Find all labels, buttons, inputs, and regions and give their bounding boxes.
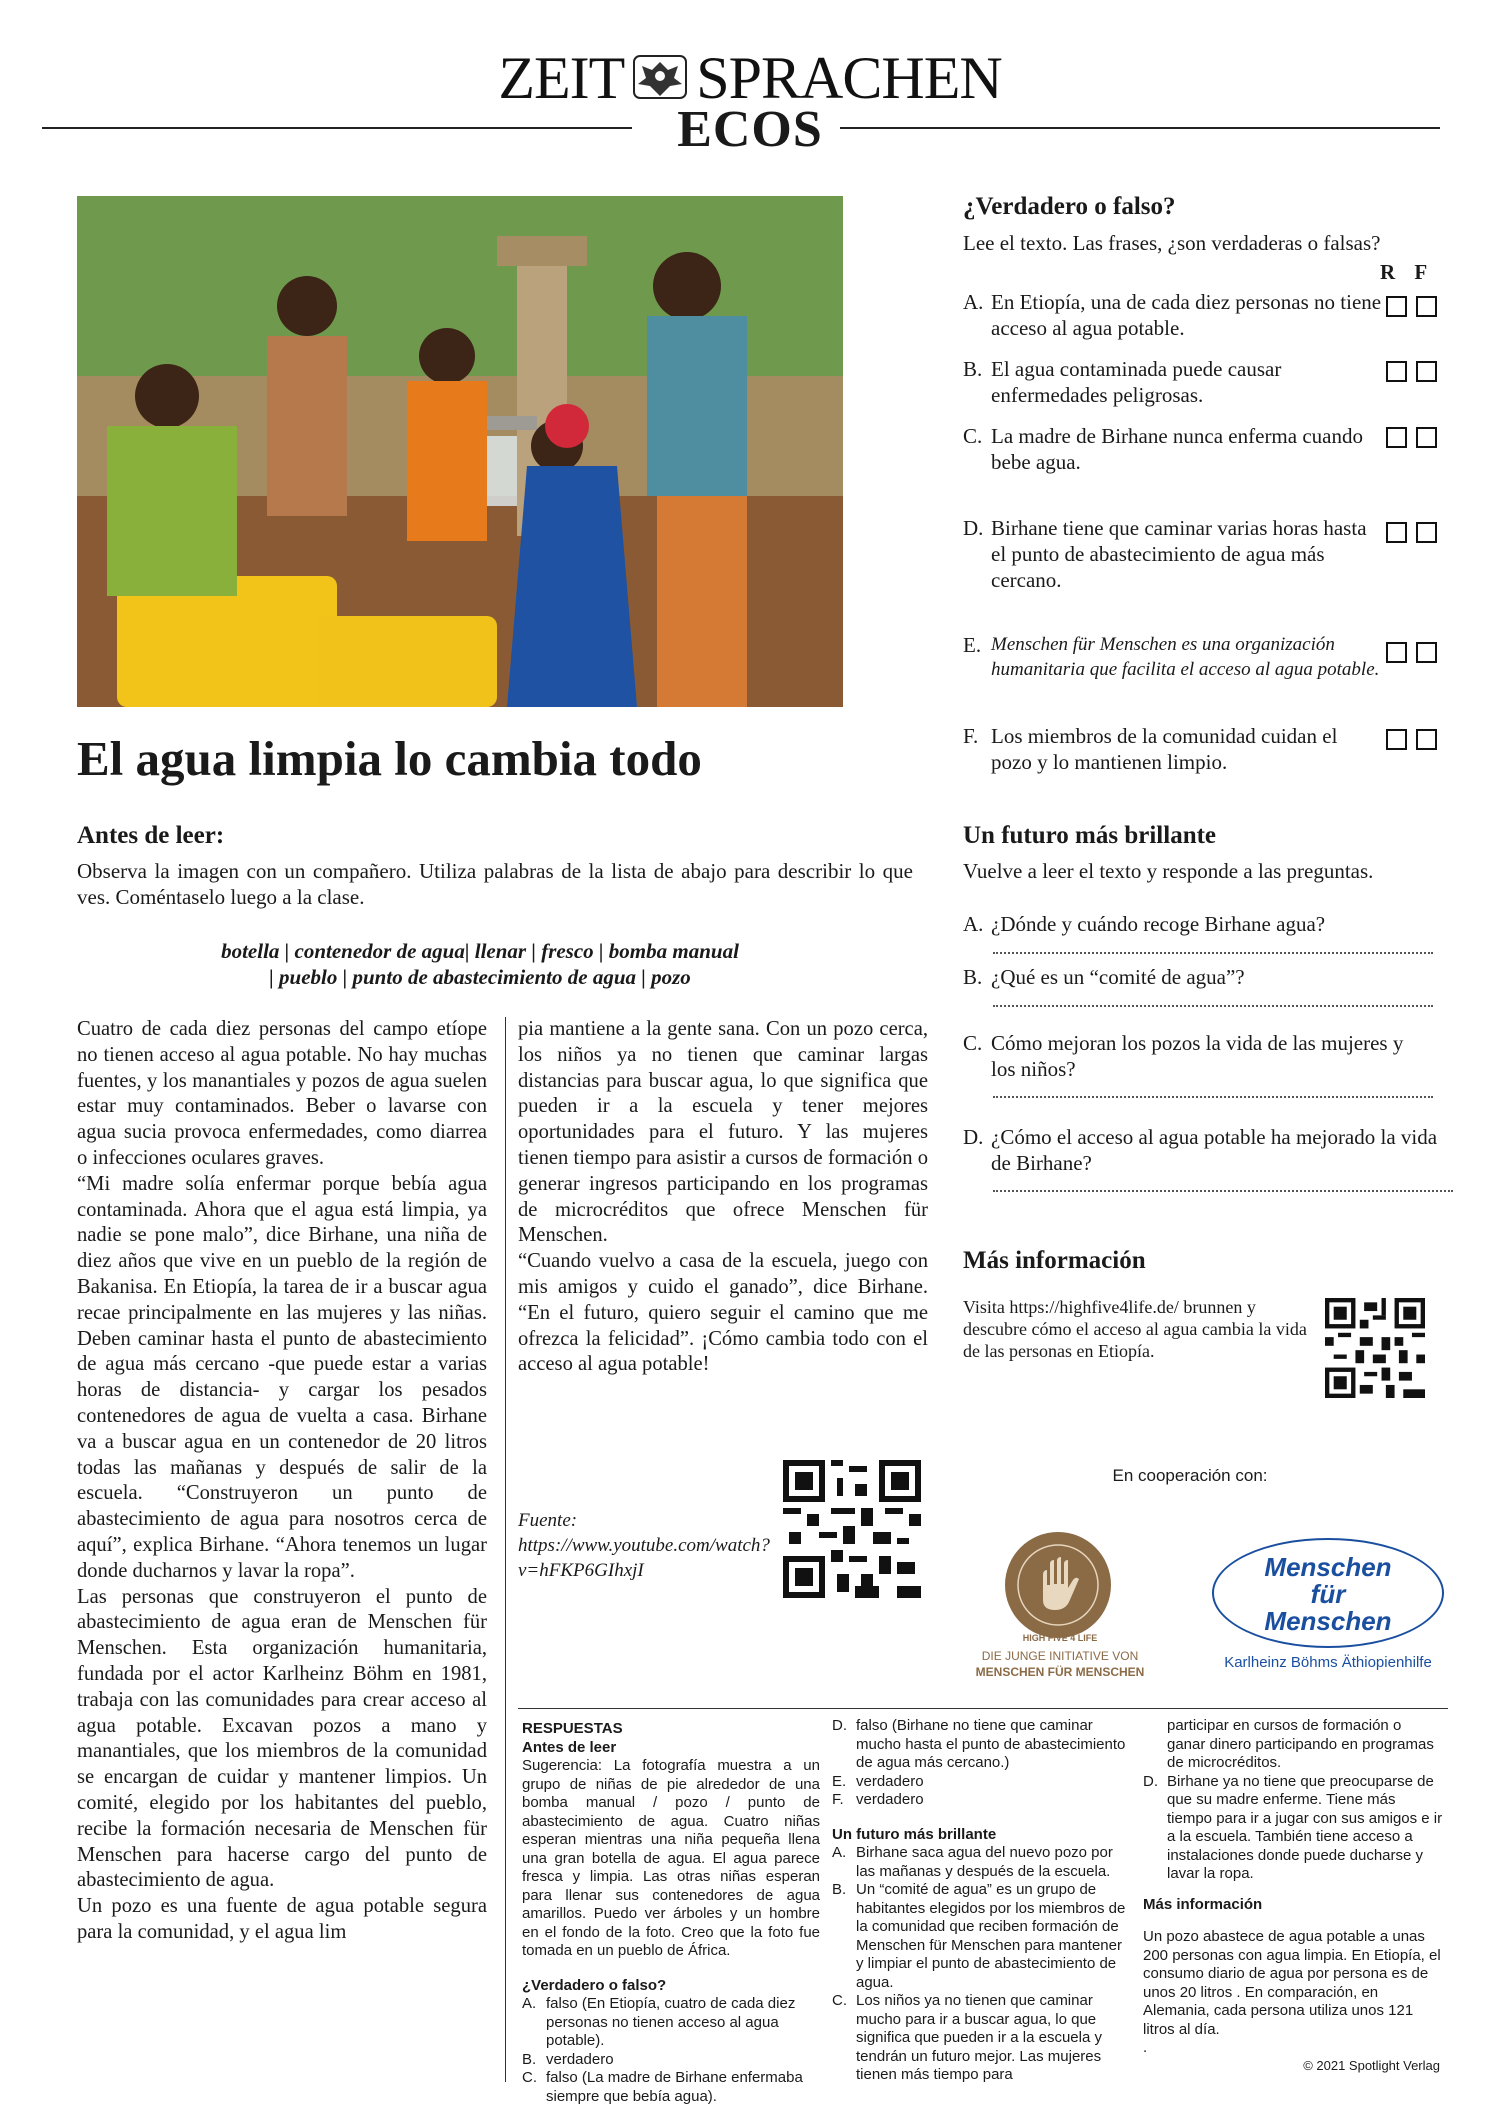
qr-code-highfive-icon bbox=[1325, 1298, 1425, 1398]
eagle-crest-icon bbox=[630, 52, 690, 102]
tf-e-checkboxes bbox=[1386, 642, 1446, 666]
cooperation-label: En cooperación con: bbox=[1112, 1466, 1268, 1485]
answers-info-dot: . bbox=[1143, 2039, 1148, 2056]
future-question-a: A. ¿Dónde y cuándo recoge Birhane agua? bbox=[963, 912, 1326, 936]
copyright: © 2021 Spotlight Verlag bbox=[1303, 2058, 1440, 2073]
mfm-logo-line1: Menschen bbox=[1264, 1552, 1392, 1582]
mfm-logo-line2: für bbox=[1310, 1579, 1346, 1609]
before-reading-section bbox=[77, 822, 224, 850]
future-question-d: D. ¿Cómo el acceso al agua potable ha mejorado la vida de Birhane? bbox=[963, 1125, 1438, 1175]
mfm-logo-line3: Menschen bbox=[1264, 1606, 1392, 1636]
tf-f-false-checkbox[interactable] bbox=[1416, 729, 1437, 750]
answers-before-text: Sugerencia: La fotografía muestra a un grupo de niñas de pie alrededor de una bomba manual / pozo / punto de abastecimiento de agua. Cuatro niñas esperan mientras una niña pequeña llena una gran botella de agua. El agua parece fresca y limpia. Las otras niñas esperan para llenar sus contenedores de agua amarillos. Puedo ver árboles y un hombre en el fondo de la foto. Creo que la foto fue tomada en un pueblo de África. bbox=[522, 1757, 820, 1959]
answer-line-d[interactable] bbox=[993, 1190, 1453, 1192]
tf-c-true-checkbox[interactable] bbox=[1386, 427, 1407, 448]
tf-c-checkboxes bbox=[1386, 427, 1446, 451]
tf-a-true-checkbox[interactable] bbox=[1386, 296, 1407, 317]
answer-future-c: C. Los niños ya no tienen que caminar mucho para ir a buscar agua, lo que significa que pueden ir a la escuela y tendrán un futuro mejor. Las mujeres tienen más tiempo para bbox=[832, 1992, 1102, 2083]
answer-line-c[interactable] bbox=[993, 1096, 1433, 1098]
article-title: El agua limpia lo cambia todo bbox=[77, 731, 702, 786]
answer-future-c-continued: participar en cursos de formación o ganar dinero participando en programas de microcréditos. bbox=[1167, 1717, 1434, 1771]
tf-item-d: D. Birhane tiene que caminar varias horas hasta el punto de abastecimiento de agua más cercano. bbox=[963, 516, 1367, 592]
high-five-caption-line2: MENSCHEN FÜR MENSCHEN bbox=[975, 1665, 1145, 1679]
answer-tf-b: B. verdadero bbox=[522, 2050, 614, 2068]
menschen-fuer-menschen-logo bbox=[1212, 1538, 1444, 1648]
tf-a-checkboxes bbox=[1386, 296, 1446, 320]
answers-future-heading: Un futuro más brillante bbox=[832, 1825, 997, 1843]
vocab-line-1: botella | contenedor de agua| llenar | fresco | bomba manual bbox=[221, 939, 739, 963]
tf-b-checkboxes bbox=[1386, 361, 1446, 385]
answer-line-a[interactable] bbox=[993, 952, 1433, 954]
masthead-ecos: ECOS bbox=[677, 101, 823, 158]
true-false-column-headers bbox=[1380, 260, 1427, 285]
vocab-line-2: | pueblo | punto de abastecimiento de agua | pozo bbox=[269, 965, 691, 989]
article-column-2: pia mantiene a la gente sana. Con un pozo cerca, los niños ya no tienen que caminar largas distancias para buscar agua, lo que significa que pueden ir a la escuela y tener mejores oportunidades para el futuro. Y las mujeres tienen tiempo para asistir a cursos de formación o generar ingresos participando en los programas de microcréditos que ofrece Menschen für Menschen. “Cuando vuelvo a casa de la escuela, juego con mis amigos y cuido el ganado”, dice Birhane. “En el futuro, quiero seguir el camino que me ofrezca la felicidad”. ¡Cómo cambia todo con el acceso al agua potable! bbox=[518, 1018, 928, 1376]
mfm-caption: Karlheinz Böhms Äthiopienhilfe bbox=[1224, 1654, 1432, 1671]
article-column-1: Cuatro de cada diez personas del campo etíope no tienen acceso al agua potable. No hay muchas fuentes, y los manantiales y pozos de agua suelen estar muy contaminados. Beber o lavarse con agua sucia provoca enfermedades, como diarrea o infecciones oculares graves. “Mi madre solía enfermar porque bebía agua contaminada. Ahora que el agua está limpia, ya nadie se pone malo”, dice Birhane, una niña de diez años que vive en un pueblo de la región de Bakanisa. En Etiopía, la tarea de ir a buscar agua recae principalmente en las mujeres y las niñas. Deben caminar hasta el punto de abastecimiento de agua más cercano -que puede estar a varias horas de distancia- y cargar los pesados contenedores de agua de vuelta a casa. Birhane va a buscar agua en un contenedor de 20 litros todas las mañanas y después de salir de la escuela. “Construyeron un punto de abastecimiento de agua para nosotros cerca de aquí”, explica Birhane. “Ahora tenemos un lugar donde ducharnos y lavar la ropa”. Las personas que construyeron el punto de abastecimiento de agua eran de Menschen für Menschen. Esta organización humanitaria, fundada por el actor Karlheinz Böhm en 1981, trabaja con las comunidades para crear acceso al agua potable. Excavan pozos a mano y manantiales, que los miembros de la comunidad se encargan de cuidar y mantener limpios. Un comité, elegido por los habitantes del pueblo, recibe la formación necesaria de Menschen für Menschen para hacerse cargo del punto de abastecimiento de agua. Un pozo es una fuente de agua potable segura para la comunidad, y el agua lim bbox=[77, 1018, 487, 1943]
tf-f-true-checkbox[interactable] bbox=[1386, 729, 1407, 750]
future-question-b: B. ¿Qué es un “comité de agua”? bbox=[963, 965, 1245, 989]
answer-tf-e: E. verdadero bbox=[832, 1772, 924, 1790]
column-r: R bbox=[1380, 260, 1396, 284]
answer-tf-d: D. falso (Birhane no tiene que caminar mucho hasta el punto de abastecimiento de agua más cercano.) bbox=[832, 1717, 1126, 1771]
tf-e-false-checkbox[interactable] bbox=[1416, 642, 1437, 663]
masthead-zeit: ZEIT bbox=[498, 45, 625, 111]
tf-b-false-checkbox[interactable] bbox=[1416, 361, 1437, 382]
answer-future-a: A. Birhane saca agua del nuevo pozo por las mañanas y después de la escuela. bbox=[832, 1844, 1113, 1880]
tf-f-checkboxes bbox=[1386, 729, 1446, 753]
column-f: F bbox=[1414, 260, 1428, 284]
answer-future-b: B. Un “comité de agua” es un grupo de habitantes elegidos por los miembros de la comunidad que reciben formación de Menschen für Menschen para mantener y limpiar el punto de abastecimiento de agua. bbox=[832, 1881, 1126, 1991]
tf-d-true-checkbox[interactable] bbox=[1386, 522, 1407, 543]
answers-column-2 bbox=[832, 1717, 1132, 2085]
future-instruction: Vuelve a leer el texto y responde a las preguntas. bbox=[963, 859, 1374, 883]
tf-e-true-checkbox[interactable] bbox=[1386, 642, 1407, 663]
before-reading-text: Observa la imagen con un compañero. Utiliza palabras de la lista de abajo para describir lo que ves. Coméntaselo luego a la clase. bbox=[77, 859, 913, 909]
answer-tf-f: F. verdadero bbox=[832, 1791, 924, 1808]
future-question-c: C. Cómo mejoran los pozos la vida de las mujeres y los niños? bbox=[963, 1031, 1404, 1081]
tf-item-a: A. En Etiopía, una de cada diez personas no tiene acceso al agua potable. bbox=[963, 290, 1382, 340]
future-heading: Un futuro más brillante bbox=[963, 822, 1217, 849]
answers-heading: RESPUESTAS bbox=[522, 1720, 623, 1737]
answers-tf-heading: ¿Verdadero o falso? bbox=[522, 1976, 667, 1994]
tf-b-true-checkbox[interactable] bbox=[1386, 361, 1407, 382]
answer-tf-c: C. falso (La madre de Birhane enfermaba siempre que bebía agua). bbox=[522, 2069, 803, 2105]
water-pump-photo-illustration bbox=[77, 196, 843, 707]
answers-info-text: Un pozo abastece de agua potable a unas 200 personas con agua limpia. En Etiopía, el consumo diario de agua por persona es de unos 20 litros . En comparación, en Alemania, cada persona utiliza unos 121 litros al día. bbox=[1143, 1928, 1441, 2038]
source-label: Fuente: bbox=[518, 1510, 578, 1531]
answers-info-heading: Más información bbox=[1143, 1895, 1263, 1913]
tf-item-e: E. Menschen für Menschen es una organización humanitaria que facilita el acceso al agua potable. bbox=[963, 633, 1380, 680]
article-photo bbox=[77, 196, 843, 707]
answer-tf-a: A. falso (En Etiopía, cuatro de cada diez personas no tienen acceso al agua potable). bbox=[522, 1995, 796, 2049]
masthead-sprachen: SPRACHEN bbox=[696, 45, 1002, 111]
answers-column-3 bbox=[1143, 1717, 1443, 2058]
high-five-caption bbox=[960, 1648, 1160, 1680]
source-block bbox=[518, 1508, 778, 1583]
column-divider bbox=[505, 1017, 506, 2082]
tf-d-false-checkbox[interactable] bbox=[1416, 522, 1437, 543]
tf-a-false-checkbox[interactable] bbox=[1416, 296, 1437, 317]
true-false-instruction: Lee el texto. Las frases, ¿son verdaderas o falsas? bbox=[963, 231, 1381, 255]
masthead-title bbox=[0, 45, 1500, 111]
tf-d-checkboxes bbox=[1386, 522, 1446, 546]
answer-line-b[interactable] bbox=[993, 1005, 1433, 1007]
high-five-caption-line1: DIE JUNGE INITIATIVE VON bbox=[981, 1649, 1139, 1663]
true-false-heading: ¿Verdadero o falso? bbox=[963, 193, 1176, 220]
more-info-heading: Más información bbox=[963, 1247, 1146, 1274]
answers-column-1 bbox=[522, 1720, 820, 2106]
qr-code-youtube-icon bbox=[783, 1460, 921, 1598]
tf-item-b: B. El agua contaminada puede causar enfermedades peligrosas. bbox=[963, 357, 1282, 407]
high-five-ring-text: HIGH FIVE 4 LIFE bbox=[1022, 1633, 1098, 1643]
more-info-text: Visita https://highfive4life.de/ brunnen y descubre cómo el acceso al agua cambia la vida de las personas en Etiopía. bbox=[963, 1297, 1307, 1361]
answers-rule bbox=[518, 1708, 1448, 1709]
tf-c-false-checkbox[interactable] bbox=[1416, 427, 1437, 448]
before-reading-heading: Antes de leer: bbox=[77, 822, 225, 849]
source-link[interactable]: https://www.youtube.com/watch?v=hFKP6GIhxjI bbox=[518, 1535, 770, 1581]
tf-item-c: C. La madre de Birhane nunca enferma cuando bebe agua. bbox=[963, 424, 1363, 474]
answer-future-d: D. Birhane ya no tiene que preocuparse de que su madre enferme. Tiene más tiempo para ir a jugar con sus amigos e ir a la escuela. También tiene acceso a instalaciones donde puede ducharse y lavar la ropa. bbox=[1143, 1772, 1443, 1882]
tf-item-f: F. Los miembros de la comunidad cuidan el pozo y lo mantienen limpio. bbox=[963, 724, 1338, 774]
answers-before-heading: Antes de leer bbox=[522, 1738, 617, 1756]
high-five-4-life-logo-icon bbox=[1003, 1530, 1113, 1640]
